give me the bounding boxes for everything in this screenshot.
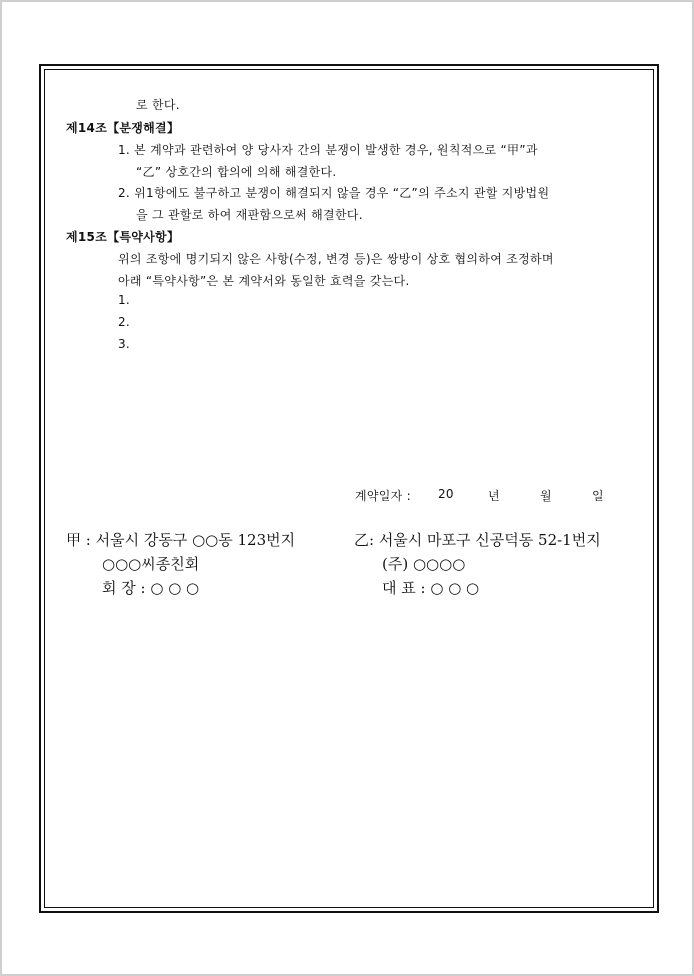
article15-heading: 제15조【특약사항】 [66,230,180,244]
article15-body-line2: 아래 “특약사항”은 본 계약서와 동일한 효력을 갖는다. [118,274,410,288]
article14-item2-line1: 2. 위1항에도 불구하고 분쟁이 해결되지 않을 경우 “乙”의 주소지 관할 지방법원 [118,186,550,200]
contract-date-year-prefix: 20 [438,487,454,501]
document-frame [39,64,659,913]
party-a-representative: 회 장 : ○ ○ ○ [102,579,200,597]
article14-item1-line2: “乙” 상호간의 합의에 의해 해결한다. [136,165,337,179]
article15-item-1: 1. [118,293,131,307]
contract-date-year: 년 [488,489,500,503]
party-b-company: (주) ○○○○ [382,555,466,573]
article14-item1-line1: 1. 본 계약과 관련하여 양 당사자 간의 분쟁이 발생한 경우, 원칙적으로 “甲”과 [118,143,538,157]
contract-date-day: 일 [592,489,604,503]
document-content [41,66,657,911]
intro-continuation: 로 한다. [136,98,180,112]
article15-item-2: 2. [118,315,131,329]
article15-body-line1: 위의 조항에 명기되지 않은 사항(수정, 변경 등)은 쌍방이 상호 협의하여 조정하며 [118,252,554,266]
party-b-address: 乙: 서울시 마포구 신공덕동 52-1번지 [354,531,601,549]
party-b-representative: 대 표 : ○ ○ ○ [382,579,480,597]
contract-date-label: 계약일자 : [355,489,412,503]
contract-date-month: 월 [540,489,552,503]
article14-item2-line2: 을 그 관할로 하여 재판함으로써 해결한다. [136,208,363,222]
party-a-address: 甲 : 서울시 강동구 ○○동 123번지 [66,531,296,549]
party-a-organization: ○○○씨종친회 [102,555,200,573]
article15-item-3: 3. [118,337,131,351]
article14-heading: 제14조【분쟁해결】 [66,121,180,135]
